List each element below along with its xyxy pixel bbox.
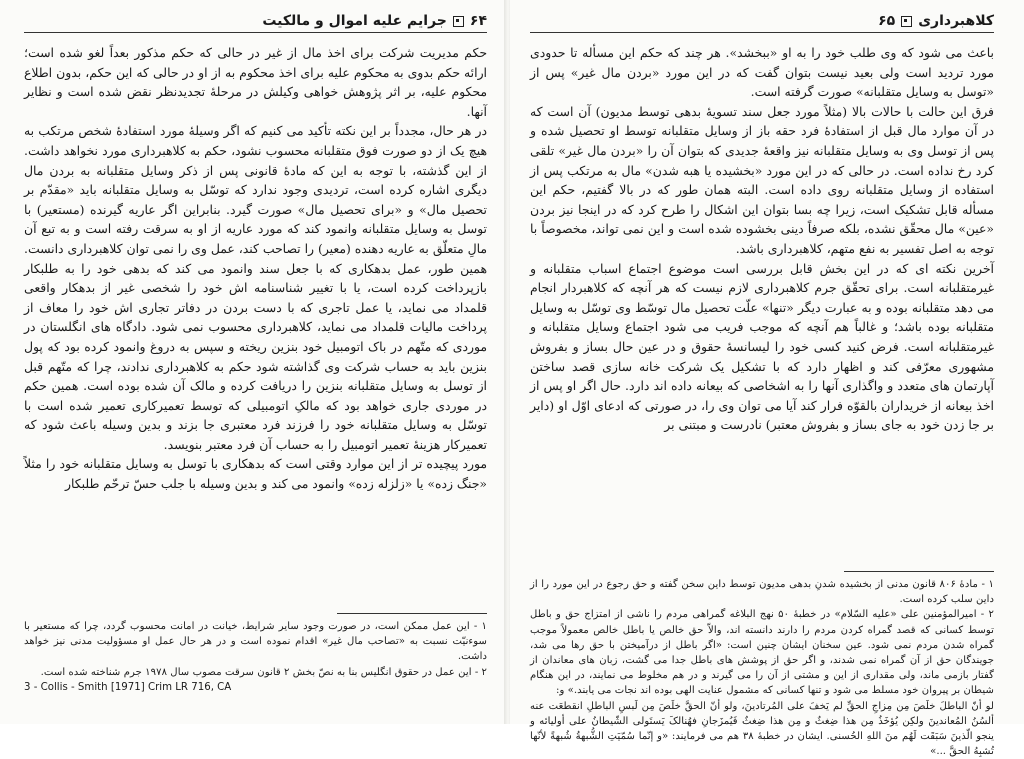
square-bullet-icon (453, 16, 464, 27)
right-footnote-1: ۱ - مادهٔ ۸۰۶ قانون مدنی از بخشیده شدنِ بدهی مدیون توسط داین سخن گفته و حق رجوع در این مورد را از داین سلب کرده است. (530, 579, 994, 606)
right-footnote-2-arabic-quote: لو أنّ الباطلَ خلَصَ مِن مِزاجِ الحقِّ لم یَخفَ علی المُرتادینَ، ولو أنّ الحقَّ خلَصَ مِن لَبسِ الباطلِ انقطعَت عنه ألسُنُ المُعاندینَ ولکِن یُؤخَذُ مِن هذا ضِغثٌ و مِن هذا ضِغثٌ فَیُمزَجانِ فهُنالکَ یَستَولی الشّیطانُ علی أولیائه و ینجو الّذینَ سَبَقَت لَهُم منَ اللهِ الحُسنی. ایشان در خطبهٔ ۳۸ هم می فرمایند: «و إنّما سُمّیَتِ الشُّبهةُ شُبهةً لأنّها تُشبِهُ الحقَّ ...» (530, 700, 994, 758)
running-title-right: کلاهبرداری (918, 13, 994, 29)
left-footnote-3-latin: 3 - Collis - Smith [1971] Crim LR 716, CA (24, 681, 232, 693)
right-paragraph-1: باعث می شود که وی طلب خود را به او «ببخشد». هر چند که حکم این مسأله تا حدودی مورد تردید است ولی بعید نیست بتوان گفت که در این مورد «بردن مال غیر» پس از «توسل به وسایل متقلبانه» صورت گرفته است. (530, 45, 994, 100)
left-footnote-2: ۲ - این عمل در حقوق انگلیس بنا به نصّ بخش ۲ قانون سرقت مصوب سال ۱۹۷۸ جرم شناخته شده است. (40, 666, 487, 678)
left-paragraph-2: در هر حال، مجدداً بر این نکته تأکید می کنیم که اگر وسیلهٔ مورد استفادهٔ شخص مرتکب به هیچ یک از دو صورت فوق متقلبانه محسوب نشود، حکم به کلاهبرداری مورد نخواهد داشت. از این گذشته، با توجه به این که مادهٔ قانونی پس از ذکر وسایل متقلبانه به بردن مال دیگری اشاره کرده است، تردیدی وجود ندارد که توسّل به وسایل متقلبانه باید «مقدّم بر تحصیل مال» و «برای تحصیل مال» صورت گیرد. بنابراین اگر عاریه گیرنده (مستعیر) با توسل به وسایل متقلبانه وانمود کند که مورد عاریه از او به سرقت رفته است و به تبع آن مالِ متعلّق به عاریه دهنده (معیر) را تصاحب کند، عمل وی را نمی توان کلاهبرداری دانست. همین طور، عمل بدهکاری که با جعل سند وانمود می کند که بدهی خود را به طلبکار بازپرداخت کرده است، یا با تغییر شناسنامه اش خود را شخصی غیر از بدهکار واقعی قلمداد می نماید، یا عمل تاجری که با دست بردن در دفاتر تجاری اش خود را معاف از پرداخت مالیات قلمداد می نماید، کلاهبرداری محسوب نمی شود. دادگاه های انگلستان در موردی که متّهم در باک اتومبیل خود بنزین ریخته و سپس به دروغ وانمود کرده بود که پول بنزین باید به حساب شرکت وی گذاشته شود حکم به کلاهبرداری ندادند، چرا که متّهم قبل از توسل به وسایل متقلبانه بنزین را دریافت کرده و مالک آن شده بوده است. همین حکم در موردی جاری خواهد بود که مالکِ اتومبیلی که توسط تعمیرکاری تعمیر شده است با توسّل به وسایل متقلبانه خود را فرزند فرد معتبری جا بزند و بدین وسیله باعث شود که تعمیرکار هزینهٔ تعمیر اتومبیل را به حساب آن فرد معتبر بنویسد. (24, 123, 487, 452)
footnote-divider-left (337, 613, 487, 614)
right-footnote-2: ۲ - امیرالمؤمنین علی «علیه السّلام» در خطبهٔ ۵۰ نهج البلاغه گمراهی مردم را ناشی از امتزاج حق و باطل توسط کسانی که قصد گمراه کردن مردم را دارند دانسته اند، والاّ حق خالص یا باطل خالص معمولاً موجب گمراه شدن مردم نمی شود. عین سخنان ایشان چنین است: «اگر باطل از درآمیختن با حق رها می شد، جویندگان حق از آن گمراه نمی شدند، و اگر حق از پوشش های باطل جدا می گشت، زبان های معاندان از گفتار بازمی ماند، ولی مقداری از این و مشتی از آن را می گیرند و در هم مخلوط می نمایند، در این هنگام شیطان بر پیروان خود مسلط می شود و تنها کسانی که مشمول عنایت الهی بوده اند نجات می یابند.» و: (530, 609, 994, 697)
right-paragraph-2: فرق این حالت با حالات بالا (مثلاً مورد جعل سند تسویهٔ بدهی توسط مدیون) آن است که در آن موارد مال قبل از استفادهٔ فرد حقه باز از وسایل متقلبانه توسط او تحصیل شده و پس از توسل وی به وسایل متقلبانه نیز واقعهٔ جدیدی که بتوان آن را «بردن مال غیر» تلقی کرد رخ نداده است. در حالی که در این مورد «بخشیده یا هبه شدن» مال به مرتکب پس از استفاده از وسایل متقلبانه روی داده است. البته همان طور که در بالا گفتیم، حکم این مسأله قابل تشکیک است، زیرا چه بسا بتوان این اشکال را طرح کرد که در اینجا نیز بردن «عین» مال محقّق نشده، بلکه صرفاً دینی بخشوده شده است و این نمی تواند، مخصوصاً با توجه به اصل تفسیر به نفع متهم، کلاهبرداری باشد. (530, 103, 994, 256)
square-bullet-icon (901, 16, 912, 27)
right-page (510, 0, 1024, 758)
left-footnote-1: ۱ - این عمل ممکن است، در صورت وجود سایر شرایط، خیانت در امانت محسوب گردد، چرا که مستعیر با سوءنیّت نسبت به «تصاحب مال غیر» اقدام نموده است و در هر حال عمل او مسؤولیت مدنی نیز خواهد داشت. (24, 621, 487, 663)
right-body-text (530, 43, 994, 563)
running-title-left: جرایم علیه اموال و مالکیت (262, 13, 447, 29)
left-page (0, 0, 506, 724)
right-footnotes (530, 577, 994, 759)
left-paragraph-1: حکم مدیریت شرکت برای اخذ مال از غیر در حالی که حکم مذکور بعداً لغو شده است؛ ارائه حکم بدوی به محکوم علیه برای اخذ محکوم به از او در حالی که این حکم، بدون اطلاع محکوم علیه، بر اثر پژوهش خواهی وکیلش در مرحلهٔ تجدیدنظر نقض شده است و نظایر آنها. (24, 45, 487, 119)
left-paragraph-3: مورد پیچیده تر از این موارد وقتی است که بدهکاری با توسل به وسایل متقلبانه خود را مثلاً «جنگ زده» یا «زلزله زده» وانمود می کند و بدین وسیله با جلب حسّ ترحّم طلبکار (24, 456, 487, 492)
right-paragraph-3: آخرین نکته ای که در این بخش قابل بررسی است موضوع اجتماع اسباب متقلبانه و غیرمتقلبانه است. برای تحقّق جرم کلاهبرداری لازم نیست که هر آنچه که کلاهبردار انجام می دهد متقلبانه بوده و به عبارت دیگر «تنها» علّت تحصیل مال توسّط وی توسّل به وسایل متقلبانه بوده باشد؛ و غالباً هم آنچه که موجب فریب می شود اجتماع وسایل متقلبانه و غیرمتقلبانه است. فرض کنید کسی خود را لیسانسهٔ حقوق و در عین حال بساز و بفروش مشهوری معرّفی کند و اظهار دارد که با تشکیل یک شرکت خانه سازی قصد ساختن آپارتمان های متعدد و واگذاری آنها را به اشخاصی که بیعانه داده اند دارد. حال اگر او پس از اخذ بیعانه از خریداران بالقوّه فرار کند آیا می توان وی را، در صورتی که ادعای اوّل او (دایر بر جا زدن خود به جای بساز و بفروش معتبر) نادرست و مبتنی بر (530, 260, 994, 433)
left-footnotes (24, 619, 487, 695)
running-header-left (24, 10, 487, 33)
page-number-left: ۶۴ (469, 13, 487, 29)
footnote-divider-right (844, 571, 994, 572)
left-body-text (24, 43, 487, 605)
page-number-right: ۶۵ (878, 13, 896, 29)
running-header-right (530, 10, 994, 33)
